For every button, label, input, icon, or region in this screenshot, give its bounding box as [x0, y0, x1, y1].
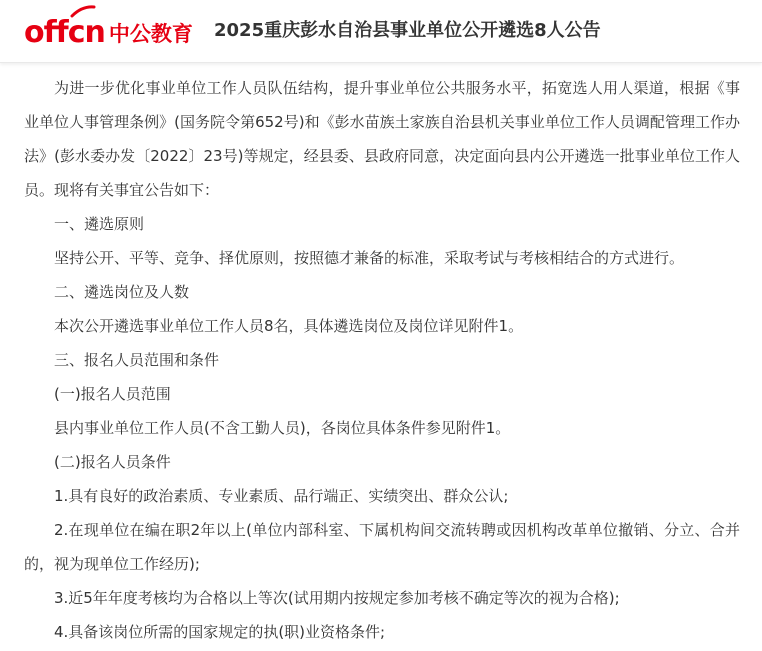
page-title: 2025重庆彭水自治县事业单位公开遴选8人公告	[214, 20, 601, 41]
site-header	[0, 0, 762, 63]
condition-item-3: 3.近5年年度考核均为合格以上等次(试用期内按规定参加考核不确定等次的视为合格);	[54, 589, 620, 607]
section-heading-principles: 一、遴选原则	[54, 215, 145, 233]
article-body	[24, 62, 740, 649]
offcn-logo[interactable]	[24, 12, 193, 48]
subsection-heading-scope: (一)报名人员范围	[54, 385, 171, 403]
logo-chinese-text: 中公教育	[108, 22, 193, 46]
intro-paragraph: 为进一步优化事业单位工作人员队伍结构，提升事业单位公共服务水平，拓宽选人用人渠道，根据《事业单位人事管理条例》(国务院令第652号)和《彭水苗族土家族自治县机关事业单位工作人员调配管理工作办法》(彭水委办发〔2022〕23号)等规定，经县委、县政府同意，决定面向县内公开遴选一批事业单位工作人员。现将有关事宜公告如下：	[24, 79, 740, 199]
section-heading-eligibility: 三、报名人员范围和条件	[54, 351, 220, 369]
logo-swoosh-icon	[26, 4, 96, 18]
subsection-heading-conditions: (二)报名人员条件	[54, 453, 171, 471]
condition-item-2: 2.在现单位在编在职2年以上(单位内部科室、下属机构间交流转聘或因机构改革单位撤销、分立、合并的，视为现单位工作经历);	[24, 521, 740, 573]
condition-item-4: 4.具备该岗位所需的国家规定的执(职)业资格条件;	[54, 623, 386, 641]
positions-text: 本次公开遴选事业单位工作人员8名，具体遴选岗位及岗位详见附件1。	[54, 317, 524, 335]
section-heading-positions: 二、遴选岗位及人数	[54, 283, 190, 301]
condition-item-1: 1.具有良好的政治素质、专业素质、品行端正、实绩突出、群众公认;	[54, 487, 509, 505]
scope-text: 县内事业单位工作人员(不含工勤人员)，各岗位具体条件参见附件1。	[54, 419, 511, 437]
principles-text: 坚持公开、平等、竞争、择优原则，按照德才兼备的标准，采取考试与考核相结合的方式进行。	[54, 249, 685, 267]
logo-mark: offcn	[24, 15, 105, 50]
